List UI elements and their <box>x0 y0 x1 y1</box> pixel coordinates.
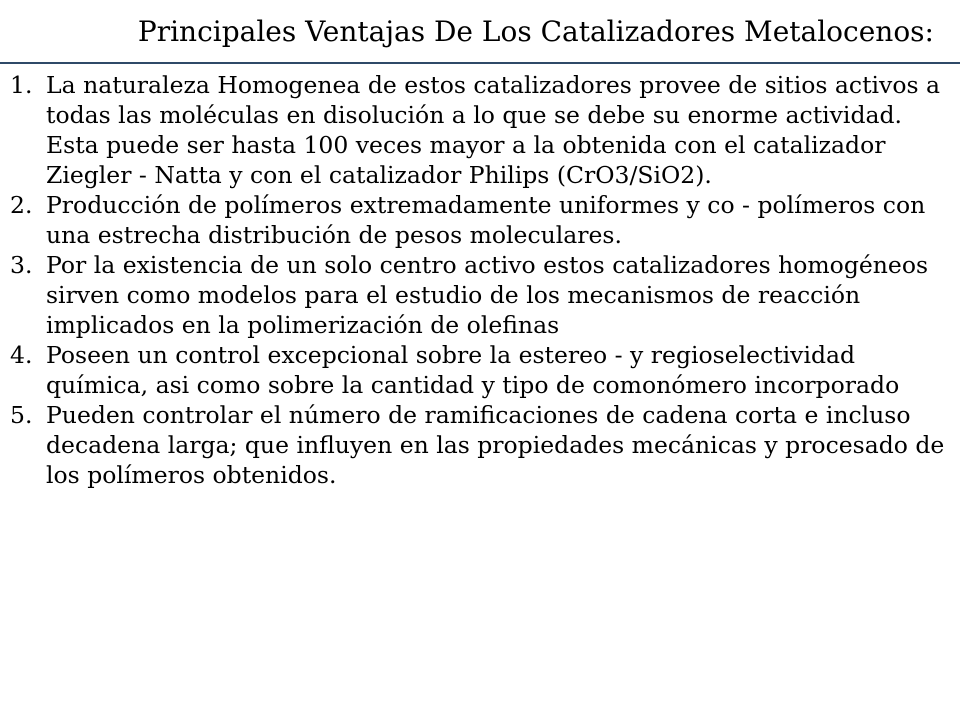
list-item-number: 4. <box>10 341 33 369</box>
list-item-number: 1. <box>10 71 33 99</box>
list-item-number: 3. <box>10 251 33 279</box>
title-divider <box>0 62 960 64</box>
list-item <box>0 70 950 190</box>
list-item-number: 5. <box>10 401 33 429</box>
list-item-text: La naturaleza Homogenea de estos catalizadores provee de sitios activos a todas las moléculas en disolución a lo que se debe su enorme actividad. Esta puede ser hasta 100 veces mayor a la obtenida con el catalizador Ziegler - Natta y con el catalizador Philips (CrO3/SiO2). <box>46 71 941 189</box>
list-item <box>0 400 950 490</box>
list-item-number: 2. <box>10 191 33 219</box>
list-item <box>0 190 950 250</box>
list-item <box>0 250 950 340</box>
slide-title: Principales Ventajas De Los Catalizadores Metalocenos: <box>137 15 934 48</box>
list-item <box>0 340 950 400</box>
list-item-text: Por la existencia de un solo centro activo estos catalizadores homogéneos sirven como modelos para el estudio de los mecanismos de reacción implicados en la polimerización de olefinas <box>46 251 929 339</box>
list-item-text: Pueden controlar el número de ramificaciones de cadena corta e incluso decadena larga; que influyen en las propiedades mecánicas y procesado de los polímeros obtenidos. <box>46 401 945 489</box>
advantages-list <box>0 70 950 490</box>
list-item-text: Poseen un control excepcional sobre la estereo - y regioselectividad química, asi como sobre la cantidad y tipo de comonómero incorporado <box>46 341 900 399</box>
list-item-text: Producción de polímeros extremadamente uniformes y co - polímeros con una estrecha distribución de pesos moleculares. <box>46 191 926 249</box>
